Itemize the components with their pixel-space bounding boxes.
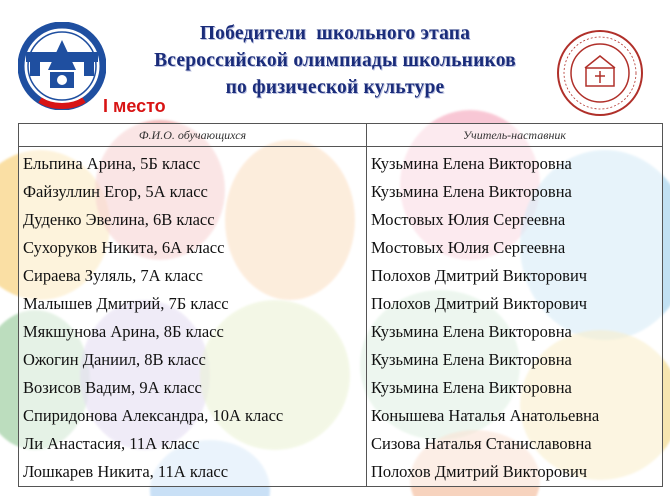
table-row <box>19 290 663 318</box>
place-label: I место <box>103 96 166 116</box>
teacher-cell: Кузьмина Елена Викторовна <box>367 374 663 402</box>
student-cell: Лошкарев Никита, 11А класс <box>19 458 367 487</box>
student-cell: Файзуллин Егор, 5А класс <box>19 178 367 206</box>
table-header-row <box>19 124 663 147</box>
header-teacher: Учитель-наставник <box>367 124 663 147</box>
student-cell: Возисов Вадим, 9А класс <box>19 374 367 402</box>
table-row <box>19 346 663 374</box>
teacher-cell: Мостовых Юлия Сергеевна <box>367 206 663 234</box>
student-cell: Спиридонова Александра, 10А класс <box>19 402 367 430</box>
table-row <box>19 206 663 234</box>
title-line-3: по физической культуре <box>225 77 445 98</box>
table-row <box>19 318 663 346</box>
page-title <box>0 20 670 101</box>
table-row <box>19 234 663 262</box>
table-row <box>19 374 663 402</box>
teacher-cell: Полохов Дмитрий Викторович <box>367 290 663 318</box>
table-row <box>19 262 663 290</box>
student-cell: Мякшунова Арина, 8Б класс <box>19 318 367 346</box>
student-cell: Дуденко Эвелина, 6В класс <box>19 206 367 234</box>
title-line-1: Победители школьного этапа <box>199 23 471 44</box>
table-row <box>19 458 663 487</box>
teacher-cell: Мостовых Юлия Сергеевна <box>367 234 663 262</box>
student-cell: Ли Анастасия, 11А класс <box>19 430 367 458</box>
teacher-cell: Полохов Дмитрий Викторович <box>367 458 663 487</box>
teacher-cell: Кузьмина Елена Викторовна <box>367 147 663 179</box>
teacher-cell: Сизова Наталья Станиславовна <box>367 430 663 458</box>
title-line-2: Всероссийской олимпиады школьников <box>154 50 516 71</box>
table-row <box>19 178 663 206</box>
winners-table <box>18 123 663 487</box>
student-cell: Сираева Зуляль, 7А класс <box>19 262 367 290</box>
teacher-cell: Кузьмина Елена Викторовна <box>367 318 663 346</box>
teacher-cell: Кузьмина Елена Викторовна <box>367 178 663 206</box>
student-cell: Ельпина Арина, 5Б класс <box>19 147 367 179</box>
student-cell: Малышев Дмитрий, 7Б класс <box>19 290 367 318</box>
teacher-cell: Конышева Наталья Анатольевна <box>367 402 663 430</box>
student-cell: Ожогин Даниил, 8В класс <box>19 346 367 374</box>
table-row <box>19 402 663 430</box>
teacher-cell: Кузьмина Елена Викторовна <box>367 346 663 374</box>
header-student-name: Ф.И.О. обучающихся <box>19 124 367 147</box>
table-row <box>19 147 663 179</box>
table-row <box>19 430 663 458</box>
teacher-cell: Полохов Дмитрий Викторович <box>367 262 663 290</box>
student-cell: Сухоруков Никита, 6А класс <box>19 234 367 262</box>
